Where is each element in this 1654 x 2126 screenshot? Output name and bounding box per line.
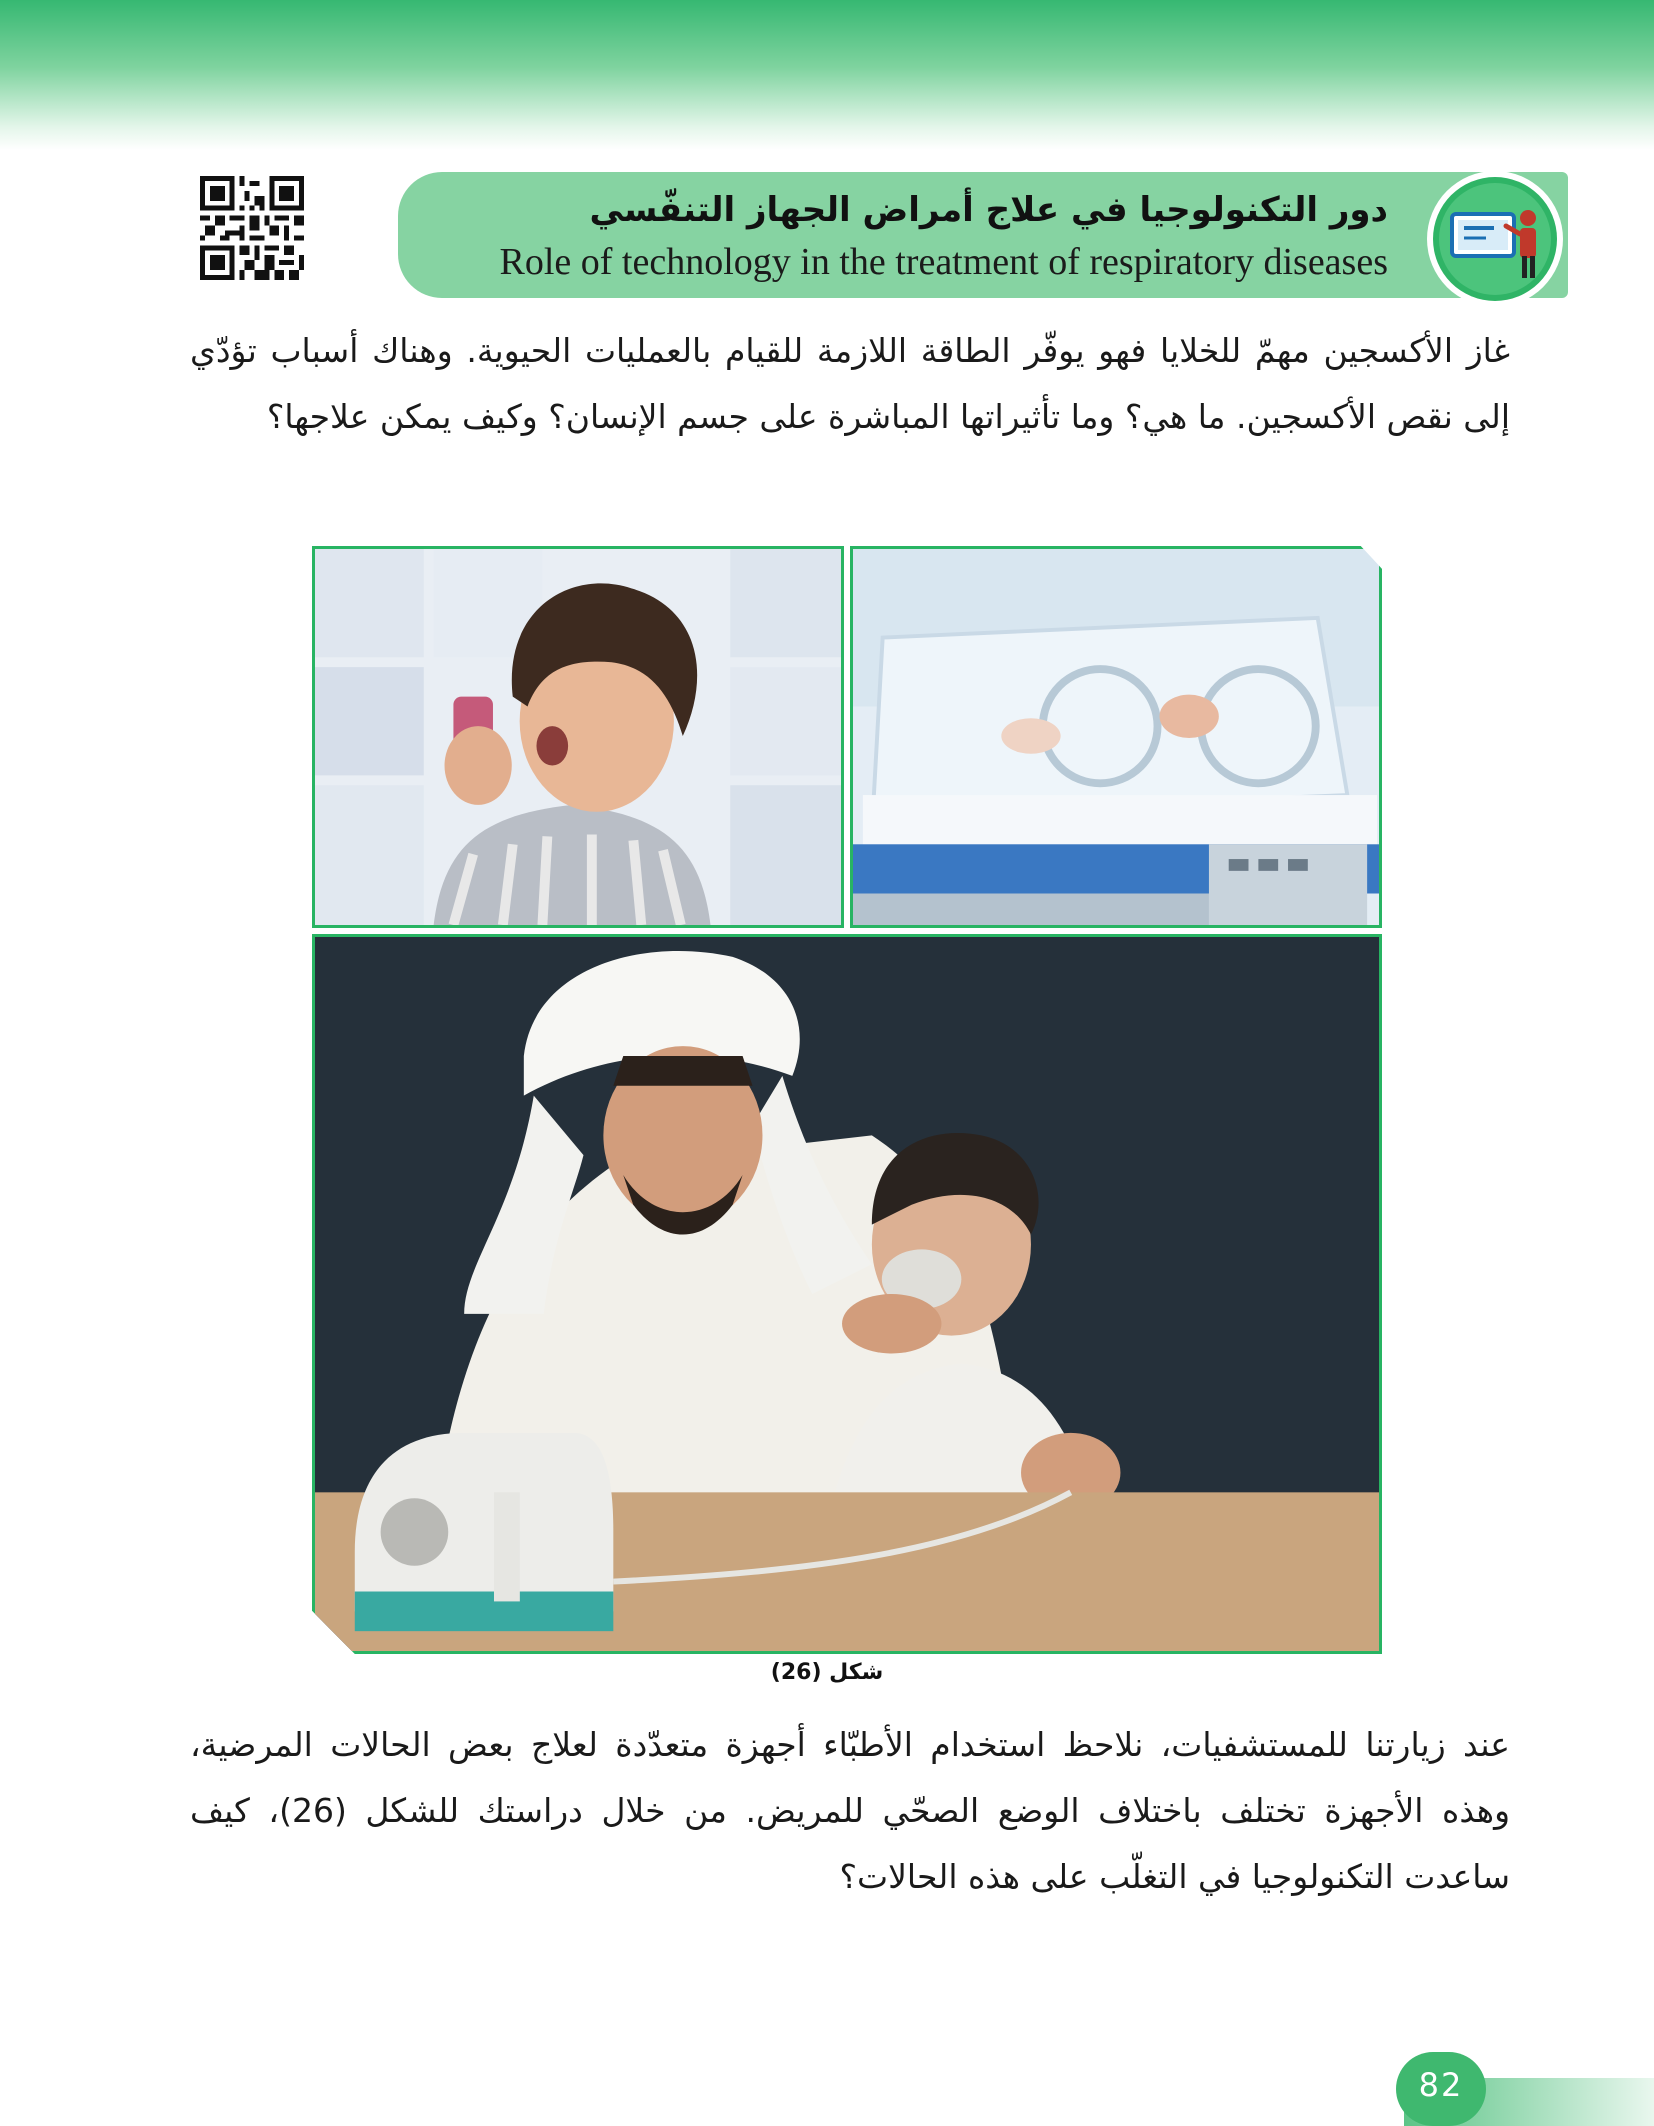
body-paragraph: عند زيارتنا للمستشفيات، نلاحظ استخدام الأطبّاء أجهزة متعدّدة لعلاج بعض الحالات المرضية، وهذه الأجهزة تختلف باختلاف الوضع الصحّي للمريض. من خلال دراستك للشكل (26)، كيف ساعدت التكنولوجيا في التغلّب على هذه الحالات؟	[190, 1725, 1511, 1896]
section-title-english: Role of technology in the treatment of respiratory diseases	[499, 241, 1388, 283]
section-title-arabic: دور التكنولوجيا في علاج أمراض الجهاز التنفّسي	[589, 190, 1388, 230]
page-number: 82	[1418, 2066, 1464, 2104]
infant-incubator-photo	[850, 546, 1382, 928]
section-header	[398, 172, 1568, 298]
child-inhaler-photo	[312, 546, 844, 928]
top-gradient-band	[0, 0, 1654, 150]
teacher-board-icon	[1424, 168, 1566, 310]
intro-paragraph: غاز الأكسجين مهمّ للخلايا فهو يوفّر الطاقة اللازمة للقيام بالعمليات الحيوية. وهناك أسباب تؤدّي إلى نقص الأكسجين. ما هي؟ وما تأثيراتها المباشرة على جسم الإنسان؟ وكيف يمكن علاجها؟	[190, 331, 1510, 436]
nebulizer-photo	[312, 934, 1382, 1654]
figure-caption: شكل (26)	[770, 1660, 884, 1685]
qr-code-icon[interactable]	[200, 176, 304, 280]
